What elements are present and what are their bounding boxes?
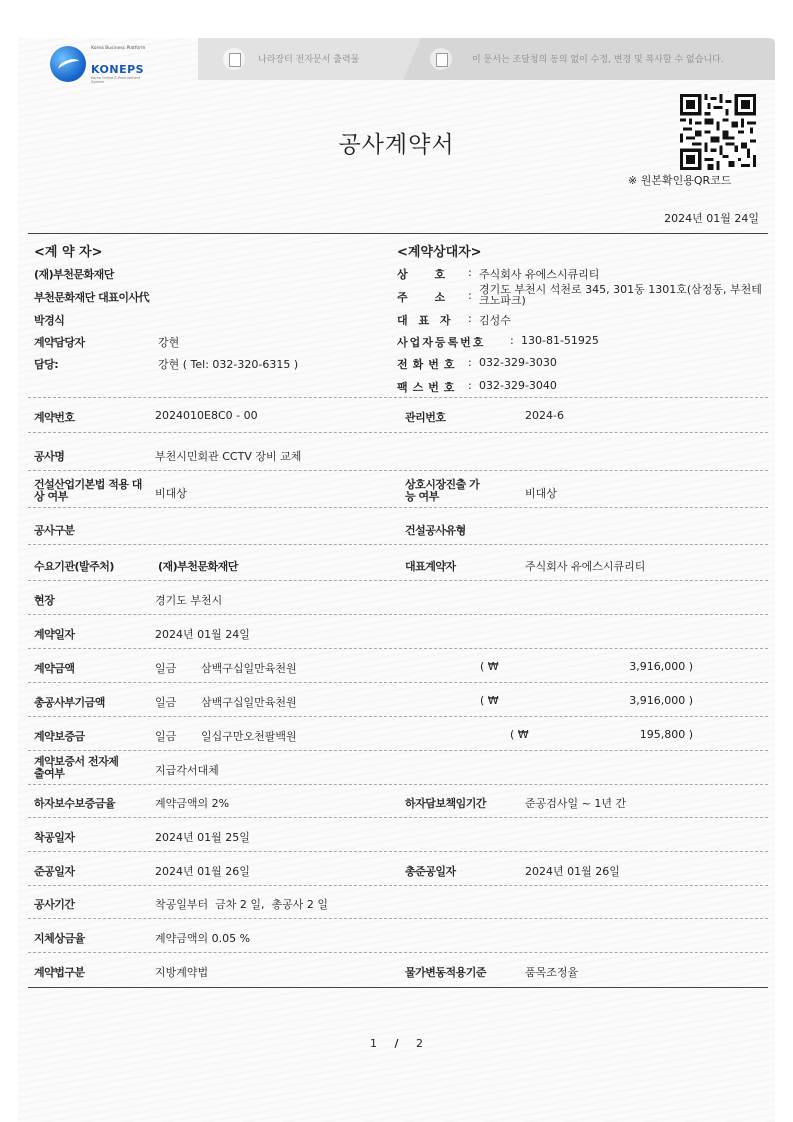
client-label: 수요기관(발주처) xyxy=(34,560,114,573)
mgmt-no: 2024-6 xyxy=(525,409,564,422)
manager-value: 강현 xyxy=(158,336,180,349)
site-label: 현장 xyxy=(34,594,55,607)
page-title: 공사계약서 xyxy=(338,132,455,158)
counterparty-heading: <계약상대자> xyxy=(397,245,482,260)
finish-label: 준공일자 xyxy=(34,865,75,878)
colon: : xyxy=(468,356,472,369)
colon: : xyxy=(468,289,472,302)
defect-rate: 계약금액의 2% xyxy=(155,797,230,810)
printer-icon xyxy=(430,48,452,70)
koneps-emblem-icon xyxy=(50,46,86,82)
defect-period: 준공검사일 ~ 1년 간 xyxy=(525,797,627,810)
bond: 지급각서대체 xyxy=(155,764,219,777)
deposit-words: 일십구만오천팔백원 xyxy=(201,730,297,743)
logo-name: KONEPS xyxy=(91,63,145,76)
divider xyxy=(28,233,768,234)
project-label: 공사명 xyxy=(34,450,65,463)
colon: : xyxy=(510,334,514,347)
amount-words: 삼백구십일만육천원 xyxy=(201,662,297,675)
total-amount-num: 3,916,000 ) xyxy=(629,694,693,707)
contract-date: 2024년 01월 24일 xyxy=(155,628,250,641)
bond-label: 계약보증서 전자제출여부 xyxy=(34,755,119,780)
address-label: 주 소 xyxy=(397,291,445,304)
finish-date: 2024년 01월 26일 xyxy=(155,865,250,878)
document-date: 2024년 01월 24일 xyxy=(664,212,759,225)
contractor-heading: <계 약 자> xyxy=(34,245,103,260)
ceo-label: 대 표 자 xyxy=(397,314,451,327)
bizno-value: 130-81-51925 xyxy=(521,334,599,347)
total-amount-open: ( ₩ xyxy=(480,694,499,707)
logo-tagline: Korea Business Platform xyxy=(91,46,146,51)
total-finish-label: 총준공일자 xyxy=(405,865,456,878)
site: 경기도 부천시 xyxy=(155,594,223,607)
page-current: 1 xyxy=(369,1037,377,1050)
delay-label: 지체상금율 xyxy=(34,932,85,945)
period: 착공일부터 금차 2 일, 총공사 2 일 xyxy=(155,898,328,911)
work-type-label: 공사구분 xyxy=(34,524,75,537)
amount-label: 계약금액 xyxy=(34,662,75,675)
deposit-open: ( ₩ xyxy=(510,728,529,741)
phone-value: 032-329-3030 xyxy=(479,356,557,369)
contractor-rep-line: 부천문화재단 대표이사代 xyxy=(34,291,150,304)
mutual-label: 상호시장진출 가능 여부 xyxy=(405,478,480,503)
contract-no-label: 계약번호 xyxy=(34,411,75,424)
total-amount-prefix: 일금 xyxy=(155,696,177,709)
ceo-value: 김성수 xyxy=(479,314,511,327)
company-label: 상 호 xyxy=(397,268,445,281)
contact-label: 담당: xyxy=(34,358,59,371)
divider xyxy=(28,987,768,988)
mgmt-no-label: 관리번호 xyxy=(405,411,446,424)
total-amount-words: 삼백구십일만육천원 xyxy=(201,696,297,709)
delay-rate: 계약금액의 0.05 % xyxy=(155,932,251,945)
law-label: 계약법구분 xyxy=(34,966,85,979)
phone-label: 전화번호 xyxy=(397,358,460,371)
colon: : xyxy=(468,312,472,325)
contact-value: 강현 ( Tel: 032-320-6315 ) xyxy=(158,358,299,371)
address-value: 경기도 부천시 석천로 345, 301동 1301호(삼정동, 부천테크노파크) xyxy=(479,283,762,307)
company-value: 주식회사 유에스시큐리티 xyxy=(479,268,600,281)
const-type-label: 건설공사유형 xyxy=(405,524,466,537)
deposit-prefix: 일금 xyxy=(155,730,177,743)
amount-num: 3,916,000 ) xyxy=(629,660,693,673)
const-law: 비대상 xyxy=(155,487,187,500)
rep-contractor: 주식회사 유에스시큐리티 xyxy=(525,560,646,573)
amount-open: ( ₩ xyxy=(480,660,499,673)
koneps-logo xyxy=(50,44,170,84)
start-label: 착공일자 xyxy=(34,831,75,844)
banner-notice-text: 이 문서는 조달청의 동의 없이 수정, 변경 및 복사할 수 없습니다. xyxy=(472,55,724,65)
manager-label: 계약담당자 xyxy=(34,336,85,349)
const-law-label: 건설산업기본법 적용 대상 여부 xyxy=(34,478,142,503)
defect-period-label: 하자담보책임기간 xyxy=(405,797,487,810)
deposit-num: 195,800 ) xyxy=(639,728,693,741)
total-amount-label: 총공사부기금액 xyxy=(34,696,105,709)
contractor-org: (재)부천문화재단 xyxy=(34,268,114,281)
contract-date-label: 계약일자 xyxy=(34,628,75,641)
pagination xyxy=(0,1037,793,1050)
price-adj-label: 물가변동적용기준 xyxy=(405,966,487,979)
page-separator: / xyxy=(394,1037,399,1050)
project-name: 부천시민회관 CCTV 장비 교체 xyxy=(155,450,302,463)
banner-output-text: 나라장터 전자문서 출력물 xyxy=(258,55,360,65)
bizno-label: 사업자등록번호 xyxy=(397,336,486,349)
defect-rate-label: 하자보수보증금율 xyxy=(34,797,116,810)
page-total: 2 xyxy=(416,1037,424,1050)
amount-prefix: 일금 xyxy=(155,662,177,675)
period-label: 공사기간 xyxy=(34,898,75,911)
price-adj: 품목조정율 xyxy=(525,966,579,979)
fax-value: 032-329-3040 xyxy=(479,379,557,392)
colon: : xyxy=(468,266,472,279)
qr-code-icon xyxy=(680,94,756,170)
contract-no: 2024010E8C0 - 00 xyxy=(155,409,258,422)
law: 지방계약법 xyxy=(155,966,209,979)
logo-subtitle: Korea Online E-Procurement System xyxy=(91,76,141,84)
koneps-banner xyxy=(18,38,775,84)
total-finish-date: 2024년 01월 26일 xyxy=(525,865,620,878)
start-date: 2024년 01월 25일 xyxy=(155,831,250,844)
deposit-label: 계약보증금 xyxy=(34,730,85,743)
client: (재)부천문화재단 xyxy=(158,560,238,573)
document-icon xyxy=(223,48,245,70)
qr-note: ※ 원본확인용QR코드 xyxy=(628,174,732,187)
contractor-rep-name: 박경식 xyxy=(34,314,65,327)
mutual: 비대상 xyxy=(525,487,557,500)
colon: : xyxy=(468,379,472,392)
rep-contractor-label: 대표계약자 xyxy=(405,560,456,573)
fax-label: 팩스번호 xyxy=(397,381,460,394)
